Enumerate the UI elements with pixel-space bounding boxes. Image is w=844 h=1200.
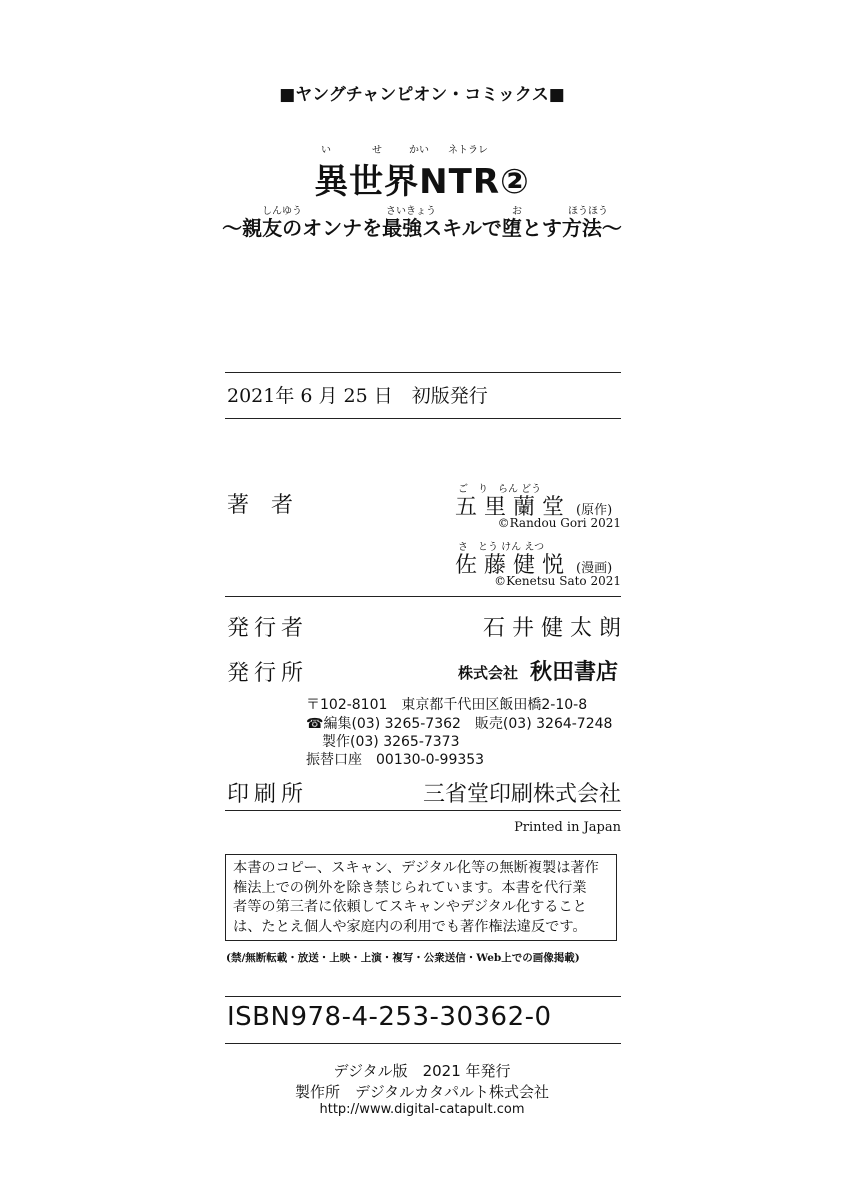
divider-date [225,418,621,419]
prohibition-note: (禁/無断転載・放送・上映・上演・複写・公衆送信・Web上での画像掲載) [226,952,580,964]
publisher-person-name: 石 井 健 太 朗 [483,616,621,641]
publication-date: 2021年 6 月 25 日 初版発行 [227,385,488,407]
publisher-company-prefix: 株式会社 [458,664,519,682]
copyright-notice-box [225,854,617,941]
author-original-copyright: ©Randou Gori 2021 [497,516,621,530]
title-ruby-i: い [321,145,331,156]
subtitle-ruby-houhou: ほうほう [568,206,608,217]
divider-top [225,372,621,373]
author-original-role: (原作) [576,503,613,518]
publisher-phone-production: 製作(03) 3265-7373 [322,734,460,750]
digital-url-link[interactable]: http://www.digital-catapult.com [319,1102,525,1117]
subtitle-ruby-saikyo: さいきょう [386,206,436,217]
isbn: ISBN978-4-253-30362-0 [227,1002,552,1032]
title-ruby-ntr: ネトラレ [448,145,488,156]
author-manga-ruby: さ とう けん えつ [458,542,545,553]
printed-in-japan: Printed in Japan [514,820,621,835]
divider-printer [225,810,621,811]
copyright-notice-line: は、たとえ個人や家庭内の利用でも著作権法違反です。 [233,918,587,935]
divider-isbn-top [225,996,621,997]
author-manga-role: (漫画) [576,561,613,576]
author-label: 著 者 [227,493,294,518]
publisher-address: 〒102-8101 東京都千代田区飯田橋2-10-8 [306,697,588,713]
publisher-phone-editorial: ☎編集(03) 3265-7362 販売(03) 3264-7248 [306,716,613,732]
publisher-transfer-account: 振替口座 00130-0-99353 [306,752,485,768]
subtitle-ruby-o: お [512,206,522,217]
copyright-notice-line: 本書のコピー、スキャン、デジタル化等の無断複製は著作 [233,860,599,876]
subtitle-ruby-shinyu: しんゆう [262,206,302,217]
book-title: 異世界NTR② [314,162,530,202]
publisher-company-name: 秋田書店 [530,659,619,685]
book-subtitle: 〜親友のオンナを最強スキルで堕とす方法〜 [222,216,622,240]
digital-edition: デジタル版 2021 年発行 [333,1062,511,1080]
author-original-name: 五 里 蘭 堂 [455,495,564,520]
publisher-company-label: 発行所 [227,661,309,686]
author-manga-copyright: ©Kenetsu Sato 2021 [494,574,621,588]
printer-label: 印刷所 [227,782,309,807]
series-label: ■ヤングチャンピオン・コミックス■ [279,85,565,105]
copyright-notice-line: 権法上での例外を除き禁じられています。本書を代行業 [233,879,587,896]
author-manga-name: 佐 藤 健 悦 [455,553,564,578]
copyright-notice-line: 者等の第三者に依頼してスキャンやデジタル化すること [233,899,587,915]
divider-isbn-bottom [225,1043,621,1044]
printer-name: 三省堂印刷株式会社 [422,782,621,807]
title-ruby-kai: かい [409,145,429,156]
digital-producer: 製作所 デジタルカタパルト株式会社 [295,1083,549,1101]
divider-author [225,596,621,597]
author-original-ruby: ご り らん どう [458,484,542,495]
publisher-person-label: 発行者 [227,616,309,641]
title-ruby-se: せ [372,145,382,156]
